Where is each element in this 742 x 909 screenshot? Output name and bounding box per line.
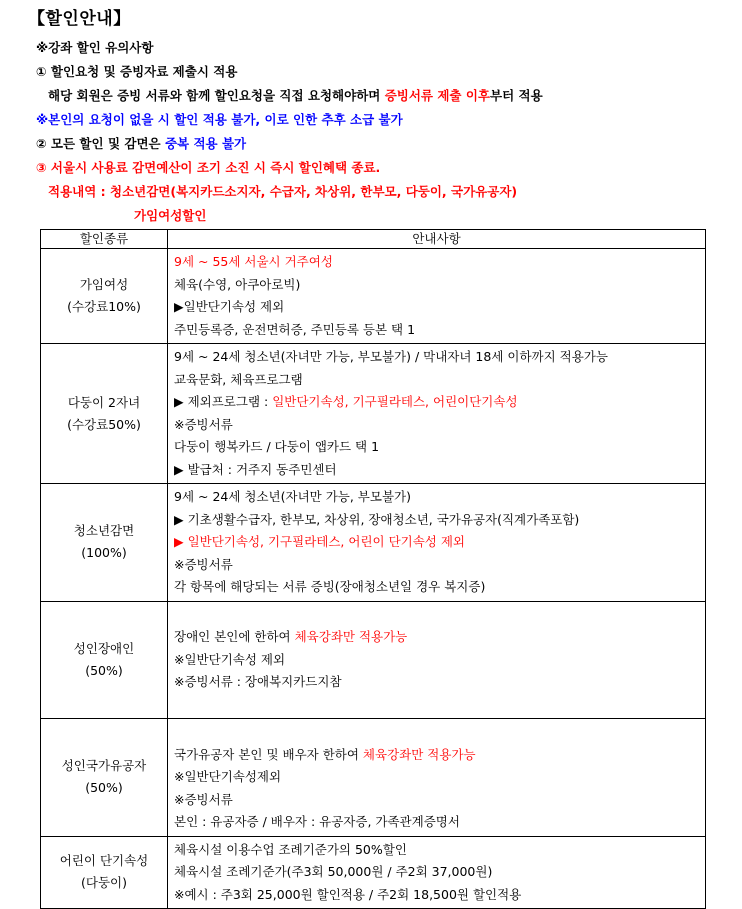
table-header-row (41, 230, 706, 249)
table-row (41, 836, 706, 909)
detail-line (174, 486, 699, 509)
detail-text: 9세 ~ 24세 청소년(자녀만 가능, 부모불가) / 막내자녀 18세 이하까지 적용가능 (174, 349, 608, 364)
discount-kind-cell (41, 601, 168, 719)
detail-text: 본인 : 유공자증 / 배우자 : 유공자증, 가족관계증명서 (174, 814, 460, 829)
discount-detail-cell (168, 836, 706, 909)
note-item-2-a: ② 모든 할인 및 감면은 (36, 136, 165, 151)
discount-kind-rate: (50%) (85, 780, 123, 796)
detail-line (174, 626, 699, 649)
detail-line (174, 296, 699, 319)
discount-kind-rate: (수강료10%) (67, 299, 141, 314)
detail-text-highlight: 일반단기속성, 기구필라테스, 어린이단기속성 (272, 394, 518, 409)
detail-text-highlight: ▶ 일반단기속성, 기구필라테스, 어린이 단기속성 제외 (174, 534, 466, 549)
note-item-1-detail-a: 해당 회원은 증빙 서류와 함께 할인요청을 직접 요청해야하며 (48, 88, 385, 103)
detail-text: 체육시설 조례기준가(주3회 50,000원 / 주2회 37,000원) (174, 864, 493, 879)
table-row (41, 601, 706, 719)
detail-line (174, 671, 699, 694)
detail-text: 다둥이 행복카드 / 다둥이 앱카드 택 1 (174, 439, 380, 454)
discount-kind-name: 다둥이 2자녀 (67, 394, 141, 410)
detail-line (174, 839, 699, 862)
detail-text: 각 항목에 해당되는 서류 증빙(장애청소년일 경우 복지증) (174, 579, 486, 594)
detail-text: 주민등록증, 운전면허증, 주민등록 등본 택 1 (174, 321, 416, 337)
detail-line (174, 811, 699, 834)
detail-line (174, 531, 699, 554)
detail-text: ※일반단기속성제외 (174, 769, 282, 784)
detail-text: ▶일반단기속성 제외 (174, 299, 285, 314)
discount-detail-cell (168, 484, 706, 602)
detail-line (174, 744, 699, 767)
header-info: 안내사항 (168, 230, 706, 249)
detail-line (174, 436, 699, 459)
note-item-1: ① 할인요청 및 증빙자료 제출시 적용 (36, 64, 238, 79)
detail-text-highlight: 9세 ~ 55세 서울시 거주여성 (174, 254, 333, 269)
detail-line (174, 391, 699, 414)
note-item-1-detail-b: 부터 적용 (490, 88, 543, 103)
applied-list-1: 적용내역 : 청소년감면(복지카드소지자, 수급자, 차상위, 한부모, 다둥이, 국가유공자) (48, 184, 518, 199)
detail-line (174, 721, 699, 744)
detail-text: ▶ 제외프로그램 : (174, 394, 273, 409)
discount-detail-cell (168, 249, 706, 344)
detail-text-highlight: 체육강좌만 적용가능 (362, 746, 476, 762)
table-row (41, 484, 706, 602)
header-kind: 할인종류 (41, 230, 168, 249)
detail-text: ※증빙서류 (174, 556, 233, 572)
applied-list-2: 가임여성할인 (134, 208, 207, 223)
discount-kind-name: 가임여성 (79, 277, 129, 292)
discount-kind-rate: (수강료50%) (67, 416, 141, 432)
discount-kind-name: 어린이 단기속성 (59, 853, 149, 869)
detail-text: 장애인 본인에 한하여 (174, 629, 295, 644)
detail-line (174, 319, 699, 342)
detail-line (174, 789, 699, 812)
discount-kind-name: 성인국가유공자 (61, 758, 147, 774)
detail-text: ※예시 : 주3회 25,000원 할인적용 / 주2회 18,500원 할인적용 (174, 886, 522, 902)
discount-kind-cell (41, 836, 168, 909)
discount-detail-cell (168, 719, 706, 837)
note-item-1-detail (36, 84, 722, 108)
detail-line (174, 274, 699, 297)
detail-line (174, 576, 699, 599)
detail-text: ※일반단기속성 제외 (174, 651, 286, 667)
detail-line (174, 554, 699, 577)
discount-kind-rate: (100%) (81, 545, 127, 561)
detail-text: 국가유공자 본인 및 배우자 한하여 (174, 746, 363, 762)
discount-notes (36, 36, 722, 228)
detail-line (174, 604, 699, 627)
note-item-1-detail-red: 증빙서류 제출 이후 (384, 88, 491, 103)
detail-line (174, 369, 699, 392)
detail-line (174, 414, 699, 437)
detail-line (174, 251, 699, 274)
discount-kind-rate: (다둥이) (81, 875, 127, 891)
detail-text: ▶ 발급처 : 거주지 동주민센터 (174, 461, 337, 477)
discount-detail-cell (168, 344, 706, 484)
detail-line (174, 346, 699, 369)
note-item-2 (36, 132, 722, 156)
detail-text: ※증빙서류 (174, 416, 233, 432)
detail-text: 체육(수영, 아쿠아로빅) (174, 276, 301, 292)
discount-table (40, 229, 706, 909)
detail-text: ※증빙서류 (174, 791, 233, 807)
discount-kind-rate: (50%) (85, 662, 123, 678)
detail-text: ※증빙서류 : 장애복지카드지참 (174, 674, 342, 689)
detail-text: ▶ 기초생활수급자, 한부모, 차상위, 장애청소년, 국가유공자(직계가족포함) (174, 511, 580, 527)
discount-kind-cell (41, 249, 168, 344)
blue-note: ※본인의 요청이 없을 시 할인 적용 불가, 이로 인한 추후 소급 불가 (36, 112, 403, 127)
discount-kind-cell (41, 719, 168, 837)
table-row (41, 719, 706, 837)
discount-kind-name: 성인장애인 (73, 640, 135, 656)
table-row (41, 344, 706, 484)
detail-text: 체육시설 이용수업 조례기준가의 50%할인 (174, 841, 407, 857)
detail-line (174, 649, 699, 672)
detail-text: 9세 ~ 24세 청소년(자녀만 가능, 부모불가) (174, 489, 411, 504)
discount-kind-cell (41, 484, 168, 602)
discount-kind-name: 청소년감면 (73, 523, 135, 539)
discount-kind-cell (41, 344, 168, 484)
detail-line (174, 861, 699, 884)
caution-header: ※강좌 할인 유의사항 (36, 40, 154, 55)
note-item-2-blue: 중복 적용 불가 (164, 136, 247, 151)
detail-line (174, 884, 699, 907)
detail-line (174, 459, 699, 482)
detail-line (174, 694, 699, 717)
table-body (41, 249, 706, 909)
detail-text: 교육문화, 체육프로그램 (174, 371, 303, 387)
detail-line (174, 766, 699, 789)
detail-line (174, 509, 699, 532)
detail-text-highlight: 체육강좌만 적용가능 (294, 629, 408, 644)
page-title: 【할인안내】 (28, 9, 131, 29)
note-item-3: ③ 서울시 사용료 감면예산이 조기 소진 시 즉시 할인혜택 종료. (36, 160, 381, 175)
discount-detail-cell (168, 601, 706, 719)
table-row (41, 249, 706, 344)
